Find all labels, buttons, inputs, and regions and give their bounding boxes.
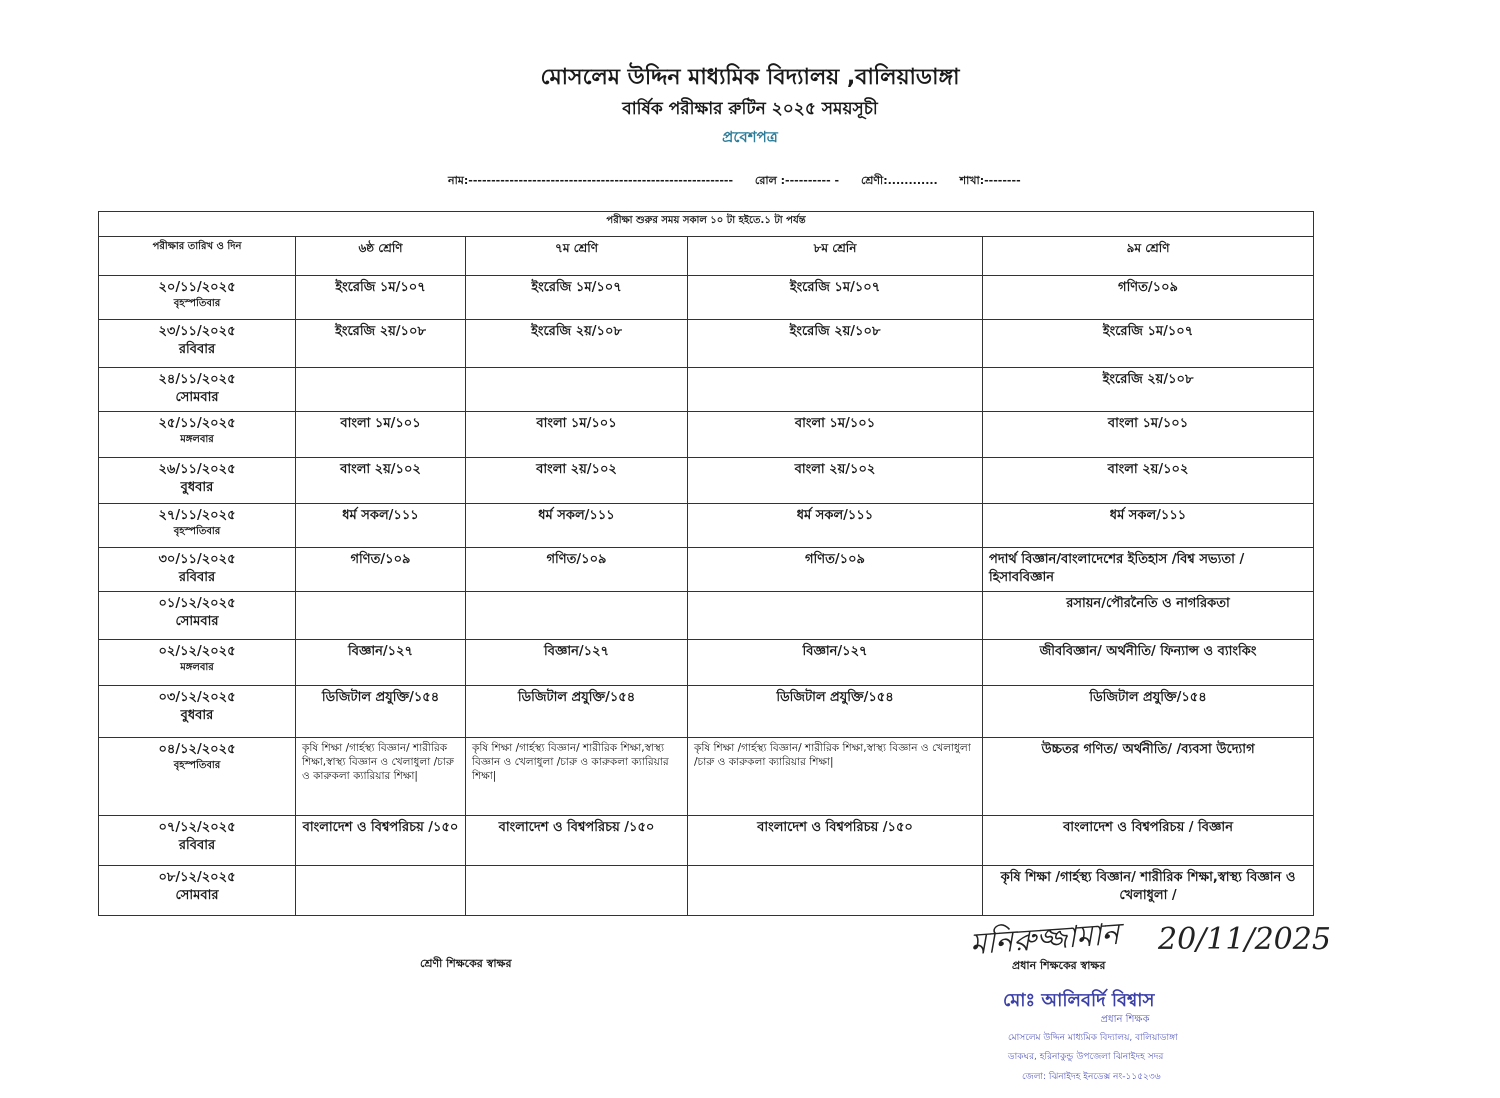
subject-cell-class-9: রসায়ন/পৌরনৈতি ও নাগরিকতা <box>983 592 1314 640</box>
header-class-6: ৬ষ্ঠ শ্রেণি <box>296 237 466 276</box>
subject-cell-class-8: বাংলাদেশ ও বিশ্বপরিচয় /১৫০ <box>688 816 983 866</box>
routine-title: বার্ষিক পরীক্ষার রুটিন ২০২৫ সময়সূচী <box>622 99 878 119</box>
exam-day: সোমবার <box>175 613 219 629</box>
subject-cell-class-8: কৃষি শিক্ষা /গার্হস্থ্য বিজ্ঞান/ শারীরিক শিক্ষা,স্বাস্থ্য বিজ্ঞান ও খেলাধুলা /চারু ও কারুকলা ক্যারিয়ার শিক্ষা| <box>688 738 983 816</box>
subject-cell-class-9: জীববিজ্ঞান/ অর্থনীতি/ ফিন্যান্স ও ব্যাংকিং <box>983 640 1314 686</box>
stamp-district-line: জেলা: ঝিনাইদহ ইনডেক্স নং-১১৫২৩৬ <box>1022 1072 1161 1082</box>
exam-routine-table <box>98 211 1314 916</box>
subject-cell-class-7 <box>466 592 688 640</box>
table-row <box>99 504 1314 548</box>
subject-cell-class-9: ডিজিটাল প্রযুক্তি/১৫৪ <box>983 686 1314 738</box>
head-teacher-signature: মনিরুজ্জামান <box>968 916 1121 963</box>
table-row <box>99 592 1314 640</box>
subject-cell-class-8: বাংলা ২য়/১০২ <box>688 458 983 504</box>
subject-cell-class-7: গণিত/১০৯ <box>466 548 688 592</box>
header-date-day: পরীক্ষার তারিখ ও দিন <box>99 237 296 276</box>
exam-day: বৃহস্পতিবার <box>173 297 221 309</box>
subject-cell-class-8 <box>688 368 983 412</box>
exam-date: ২৩/১১/২০২৫ <box>158 324 236 339</box>
subject-cell-class-9: ইংরেজি ২য়/১০৮ <box>983 368 1314 412</box>
table-row <box>99 320 1314 368</box>
subject-cell-class-6: বাংলাদেশ ও বিশ্বপরিচয় /১৫০ <box>296 816 466 866</box>
exam-day: মঙ্গলবার <box>180 661 214 673</box>
stamp-title: প্রধান শিক্ষক <box>1100 1014 1150 1025</box>
subject-cell-class-7: বাংলা ২য়/১০২ <box>466 458 688 504</box>
subject-cell-class-6: বিজ্ঞান/১২৭ <box>296 640 466 686</box>
stamp-address-line: ডাকঘর, হরিনাকুন্ডু উপজেলা ঝিনাইদহ সদর <box>1008 1052 1164 1062</box>
header-class-9: ৯ম শ্রেণি <box>983 237 1314 276</box>
subject-cell-class-9: ধর্ম সকল/১১১ <box>983 504 1314 548</box>
date-day-cell <box>99 866 296 916</box>
subject-cell-class-8: বিজ্ঞান/১২৭ <box>688 640 983 686</box>
exam-day: মঙ্গলবার <box>180 433 214 445</box>
table-row <box>99 640 1314 686</box>
head-teacher-signature-label: প্রধান শিক্ষকের স্বাক্ষর <box>1012 959 1106 972</box>
table-row <box>99 368 1314 412</box>
exam-date: ০১/১২/২০২৫ <box>158 596 236 611</box>
exam-date: ০৮/১২/২০২৫ <box>158 870 236 885</box>
date-day-cell <box>99 548 296 592</box>
date-day-cell <box>99 320 296 368</box>
subject-cell-class-6: ইংরেজি ২য়/১০৮ <box>296 320 466 368</box>
exam-date: ২৭/১১/২০২৫ <box>158 508 236 523</box>
subject-cell-class-6: বাংলা ২য়/১০২ <box>296 458 466 504</box>
table-row <box>99 686 1314 738</box>
subject-cell-class-7: ইংরেজি ১ম/১০৭ <box>466 276 688 320</box>
subject-cell-class-9: বাংলা ১ম/১০১ <box>983 412 1314 458</box>
stamp-school-line: মোসলেম উদ্দিন মাধ্যমিক বিদ্যালয়, বালিয়াডাঙ্গা <box>1008 1033 1178 1043</box>
class-field[interactable]: শ্রেণী:............ <box>860 174 938 187</box>
date-day-cell <box>99 686 296 738</box>
exam-day: সোমবার <box>175 887 219 903</box>
table-row <box>99 548 1314 592</box>
exam-day: বুধবার <box>180 707 214 723</box>
class-teacher-signature-label: শ্রেণী শিক্ষকের স্বাক্ষর <box>420 957 512 970</box>
subject-cell-class-7 <box>466 368 688 412</box>
exam-date: ০৩/১২/২০২৫ <box>158 690 236 705</box>
subject-cell-class-6 <box>296 592 466 640</box>
date-day-cell <box>99 816 296 866</box>
date-day-cell <box>99 276 296 320</box>
subject-cell-class-6 <box>296 866 466 916</box>
header-class-7: ৭ম শ্রেণি <box>466 237 688 276</box>
subject-cell-class-7: কৃষি শিক্ষা /গার্হস্থ্য বিজ্ঞান/ শারীরিক শিক্ষা,স্বাস্থ্য বিজ্ঞান ও খেলাধুলা /চারু ও কারুকলা ক্যারিয়ার শিক্ষা| <box>466 738 688 816</box>
subject-cell-class-6: ইংরেজি ১ম/১০৭ <box>296 276 466 320</box>
exam-time-text: পরীক্ষা শুরুর সময় সকাল ১০ টা হইতে.১ টা পর্যন্ত <box>99 212 1314 237</box>
exam-day: রবিবার <box>178 341 216 357</box>
subject-cell-class-9: উচ্চতর গণিত/ অর্থনীতি/ /ব্যবসা উদ্যোগ <box>983 738 1314 816</box>
name-field[interactable]: নাম:---------------------------------------------------------- <box>448 174 734 187</box>
exam-date: ০২/১২/২০২৫ <box>158 644 236 659</box>
student-info-line <box>448 172 1039 191</box>
subject-cell-class-7: বিজ্ঞান/১২৭ <box>466 640 688 686</box>
subject-cell-class-6: ডিজিটাল প্রযুক্তি/১৫৪ <box>296 686 466 738</box>
exam-date: ২৫/১১/২০২৫ <box>158 416 236 431</box>
table-row <box>99 816 1314 866</box>
subject-cell-class-9: পদার্থ বিজ্ঞান/বাংলাদেশের ইতিহাস /বিশ্ব সভ্যতা / হিসাববিজ্ঞান <box>983 548 1314 592</box>
exam-date: ২৬/১১/২০২৫ <box>158 462 236 477</box>
header-class-8: ৮ম শ্রেনি <box>688 237 983 276</box>
table-row <box>99 458 1314 504</box>
subject-cell-class-8: ডিজিটাল প্রযুক্তি/১৫৪ <box>688 686 983 738</box>
subject-cell-class-8: ইংরেজি ২য়/১০৮ <box>688 320 983 368</box>
date-day-cell <box>99 458 296 504</box>
exam-date: ২৪/১১/২০২৫ <box>158 372 236 387</box>
subject-cell-class-8: গণিত/১০৯ <box>688 548 983 592</box>
subject-cell-class-7: ডিজিটাল প্রযুক্তি/১৫৪ <box>466 686 688 738</box>
exam-date: ২০/১১/২০২৫ <box>158 280 236 295</box>
subject-cell-class-7: বাংলা ১ম/১০১ <box>466 412 688 458</box>
subject-cell-class-6 <box>296 368 466 412</box>
subject-cell-class-8 <box>688 866 983 916</box>
exam-time-row <box>99 212 1314 237</box>
subject-cell-class-7: ইংরেজি ২য়/১০৮ <box>466 320 688 368</box>
table-row <box>99 412 1314 458</box>
subject-cell-class-7: বাংলাদেশ ও বিশ্বপরিচয় /১৫০ <box>466 816 688 866</box>
subject-cell-class-9: ইংরেজি ১ম/১০৭ <box>983 320 1314 368</box>
exam-day: সোমবার <box>175 389 219 405</box>
date-day-cell <box>99 412 296 458</box>
table-row <box>99 276 1314 320</box>
subject-cell-class-9: গণিত/১০৯ <box>983 276 1314 320</box>
exam-day: বৃহস্পতিবার <box>173 525 221 537</box>
roll-field[interactable]: রোল :---------- - <box>754 174 840 187</box>
date-day-cell <box>99 738 296 816</box>
table-header-row <box>99 237 1314 276</box>
subject-cell-class-9: কৃষি শিক্ষা /গার্হস্থ্য বিজ্ঞান/ শারীরিক শিক্ষা,স্বাস্থ্য বিজ্ঞান ও খেলাধুলা / <box>983 866 1314 916</box>
exam-day: বৃহস্পতিবার <box>173 759 221 771</box>
subject-cell-class-9: বাংলা ২য়/১০২ <box>983 458 1314 504</box>
date-day-cell <box>99 368 296 412</box>
table-row <box>99 866 1314 916</box>
subject-cell-class-6: বাংলা ১ম/১০১ <box>296 412 466 458</box>
subject-cell-class-9: বাংলাদেশ ও বিশ্বপরিচয় / বিজ্ঞান <box>983 816 1314 866</box>
subject-cell-class-8 <box>688 592 983 640</box>
subject-cell-class-7: ধর্ম সকল/১১১ <box>466 504 688 548</box>
signature-date: 20/11/2025 <box>1158 922 1331 957</box>
table-row <box>99 738 1314 816</box>
admit-card-title: প্রবেশপত্র <box>722 128 778 146</box>
exam-date: ০৪/১২/২০২৫ <box>158 742 236 757</box>
subject-cell-class-8: বাংলা ১ম/১০১ <box>688 412 983 458</box>
exam-date: ৩০/১১/২০২৫ <box>158 552 236 567</box>
section-field[interactable]: শাখা:-------- <box>959 174 1021 187</box>
school-name: মোসলেম উদ্দিন মাধ্যমিক বিদ্যালয় ,বালিয়াডাঙ্গা <box>540 65 960 90</box>
exam-day: বুধবার <box>180 479 214 495</box>
exam-day: রবিবার <box>178 569 216 585</box>
stamp-name: মোঃ আলিবর্দি বিশ্বাস <box>1003 990 1155 1011</box>
date-day-cell <box>99 592 296 640</box>
subject-cell-class-8: ধর্ম সকল/১১১ <box>688 504 983 548</box>
subject-cell-class-8: ইংরেজি ১ম/১০৭ <box>688 276 983 320</box>
exam-day: রবিবার <box>178 837 216 853</box>
subject-cell-class-6: কৃষি শিক্ষা /গার্হস্থ্য বিজ্ঞান/ শারীরিক শিক্ষা,স্বাস্থ্য বিজ্ঞান ও খেলাধুলা /চারু ও কারুকলা ক্যারিয়ার শিক্ষা| <box>296 738 466 816</box>
date-day-cell <box>99 640 296 686</box>
date-day-cell <box>99 504 296 548</box>
subject-cell-class-7 <box>466 866 688 916</box>
subject-cell-class-6: ধর্ম সকল/১১১ <box>296 504 466 548</box>
exam-date: ০৭/১২/২০২৫ <box>158 820 236 835</box>
subject-cell-class-6: গণিত/১০৯ <box>296 548 466 592</box>
